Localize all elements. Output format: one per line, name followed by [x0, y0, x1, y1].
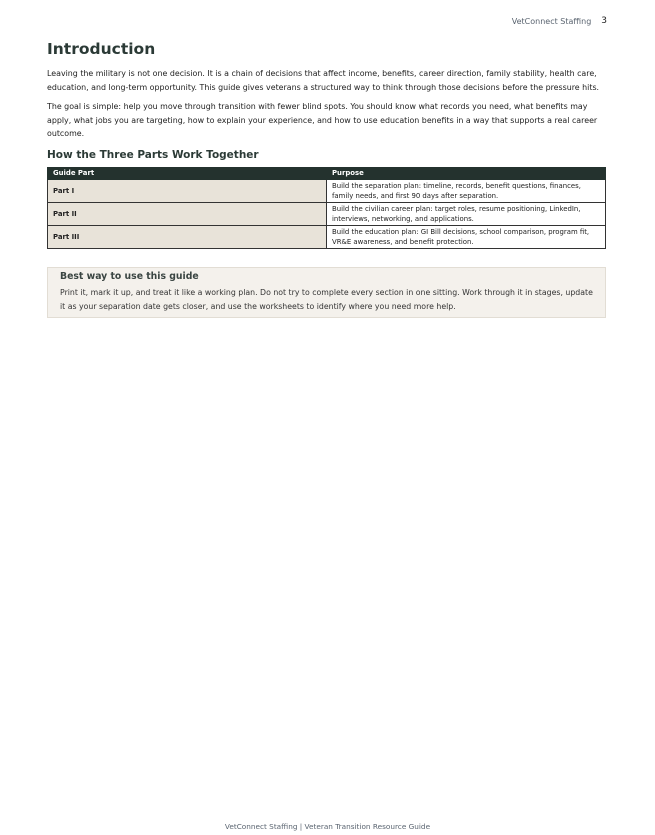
purpose-cell: Build the civilian career plan: target roles, resume positioning, LinkedIn, interviews, networking, and applications. [327, 202, 606, 225]
callout-title: Best way to use this guide [60, 270, 199, 282]
intro-paragraph-2: The goal is simple: help you move through transition with fewer blind spots. You should know what records you need, what benefits may apply, what jobs you are targeting, how to explain your experience, and how to use education benefits in a way that supports a real career outcome. [47, 102, 598, 138]
table-header-row [48, 167, 606, 179]
table-row [48, 202, 606, 225]
parts-section-title: How the Three Parts Work Together [47, 148, 259, 161]
header-brand: VetConnect Staffing [511, 16, 592, 26]
table-row [48, 179, 606, 202]
part-cell: Part II [48, 202, 327, 225]
part-cell: Part III [48, 225, 327, 248]
intro-title: Introduction [47, 40, 156, 58]
part-cell: Part I [48, 179, 327, 202]
page-footer: VetConnect Staffing | Veteran Transition Resource Guide [224, 822, 431, 831]
column-header-guide-part: Guide Part [48, 167, 327, 179]
intro-paragraph-1: Leaving the military is not one decision. It is a chain of decisions that affect income, benefits, career direction, family stability, health care, education, and long-term opportunity. This guide gives veterans a structured way to think through those decisions before the pressure hits. [47, 69, 600, 92]
table-row [48, 225, 606, 248]
column-header-purpose: Purpose [327, 167, 606, 179]
page-number: 3 [601, 16, 607, 26]
purpose-cell: Build the education plan: GI Bill decisions, school comparison, program fit, VR&E awareness, and benefit protection. [327, 225, 606, 248]
page-header [512, 16, 607, 26]
callout-body: Print it, mark it up, and treat it like a working plan. Do not try to complete every section in one sitting. Work through it in stages, update it as your separation date gets closer, and use the worksheets to identify where you need more help. [60, 287, 593, 311]
tip-callout [47, 267, 606, 318]
guide-parts-table [47, 167, 606, 249]
page-content [47, 40, 606, 318]
purpose-cell: Build the separation plan: timeline, records, benefit questions, finances, family needs, and first 90 days after separation. [327, 179, 606, 202]
